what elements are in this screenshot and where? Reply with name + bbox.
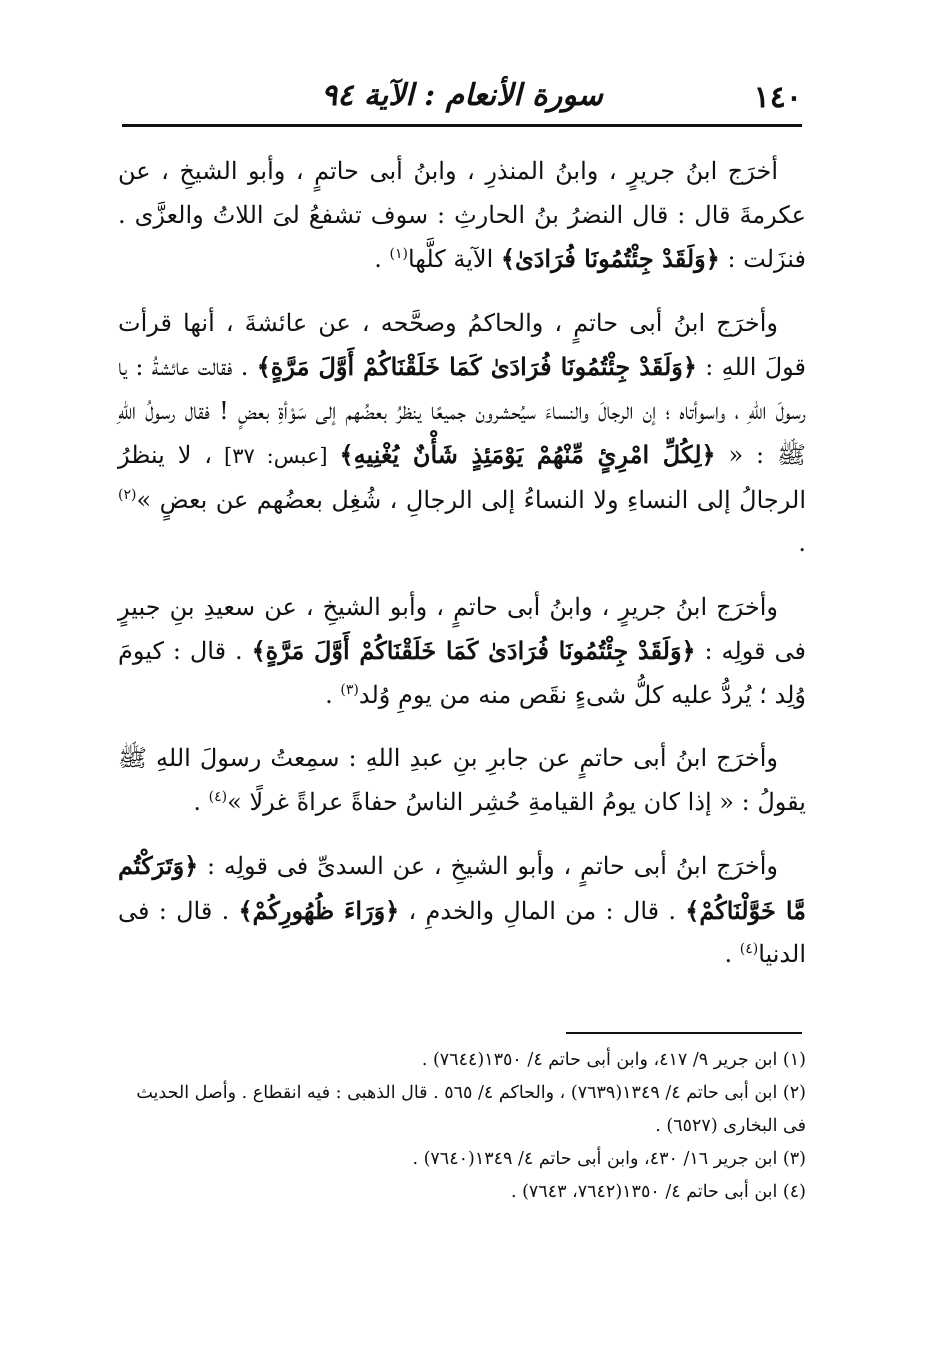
header-rule <box>122 124 802 127</box>
paragraph <box>118 844 806 977</box>
paragraph-text: وأخرَج ابنُ جريرٍ ، وابنُ أبى حاتمٍ ، وأبو الشيخِ ، عن سعيدِ بنِ جبيرٍ فى قولِه : <box>118 592 806 665</box>
paragraph-text: وأخرَج ابنُ أبى حاتمٍ ، وأبو الشيخِ ، عن السدىِّ فى قولِه : <box>198 852 778 880</box>
running-title: سورة الأنعام : الآية ٩٤ <box>321 78 603 113</box>
footnote: (١) ابن جرير ٩/ ٤١٧، وابن أبى حاتم ٤/ ١٣٥٠(٧٦٤٤) . <box>421 1050 806 1070</box>
paragraph-text: وأخرَج ابنُ أبى حاتمٍ عن جابرِ بنِ عبدِ اللهِ : سمِعتُ رسولَ اللهِ ﷺ يقولُ : « إذا كان يومُ القيامةِ حُشِر الناسُ حفاةً عراةً غرلًا » <box>118 744 806 816</box>
footnote: (٤) ابن أبى حاتم ٤/ ١٣٥٠(٧٦٤٢، ٧٦٤٣) . <box>510 1182 806 1202</box>
paragraph-text: . <box>193 787 209 816</box>
paragraph-text: . <box>325 680 341 709</box>
quran-verse: ﴿وَلَقَدْ جِئْتُمُونَا فُرَادَىٰ كَمَا خَلَقْنَاكُمْ أَوَّلَ مَرَّةٍ﴾ <box>256 352 697 381</box>
quran-verse: ﴿وَتَرَكْتُم مَّا خَوَّلْنَاكُمْ﴾ <box>118 851 806 925</box>
footnote-marker: (٤) <box>739 941 759 957</box>
footnotes <box>118 1044 806 1209</box>
footnote-marker: (٢) <box>118 486 137 503</box>
quran-verse: ﴿وَلَقَدْ جِئْتُمُونَا فُرَادَىٰ﴾ <box>500 244 720 273</box>
quran-verse: ﴿وَرَاءَ ظُهُورِكُمْ﴾ <box>238 895 400 925</box>
paragraph-text: . <box>798 529 806 557</box>
page-header <box>122 70 802 126</box>
page-number: ١٤٠ <box>753 80 802 115</box>
paragraph-text: أخرَج ابنُ جريرٍ ، وابنُ المنذرِ ، وابنُ أبى حاتمٍ ، وأبو الشيخِ ، عن عكرمةَ قال : قال النضرُ بنُ الحارثِ : سوف تشفعُ لىَ اللاتُ والعزَّى . فنزَلت : <box>118 157 806 273</box>
footnote-marker: (١) <box>389 246 408 262</box>
paragraph-text: . فقالت عائشةُ : يا رسولَ اللهِ ، واسوأتاه ؛ إن الرجالَ والنساءَ سيُحشرون جميعًا ينظرُ بعضُهم إلى سَوْأةِ بعضٍ ! فقال رسولُ اللهِ ﷺ : « <box>118 353 806 469</box>
verse-reference: [عبس: ٣٧] <box>212 444 340 468</box>
body-text <box>118 150 806 997</box>
footnote-marker: (٤) <box>208 788 228 805</box>
paragraph-text: . <box>724 940 740 968</box>
paragraph-text: ، لا ينظرُ الرجالُ إلى النساءِ ولا النساءُ إلى الرجالِ ، شُغِل بعضُهم عن بعضٍ » <box>118 441 806 514</box>
paragraph-text: . <box>374 245 390 273</box>
paragraph-text: . قال : فى الدنيا <box>118 896 806 968</box>
paragraph <box>118 150 806 282</box>
paragraph-text: الآية كلَّها <box>407 245 501 273</box>
paragraph <box>118 737 806 824</box>
paragraph-text: . قال : كيومَ وُلِد ؛ يُردُّ عليه كلُّ شىءٍ نقَص منه من يومِ وُلد <box>118 637 806 709</box>
quran-verse: ﴿وَلَقَدْ جِئْتُمُونَا فُرَادَىٰ كَمَا خَلَقْنَاكُمْ أَوَّلَ مَرَّةٍ﴾ <box>251 636 696 665</box>
quran-verse: ﴿لِكُلِّ امْرِئٍ مِّنْهُمْ يَوْمَئِذٍ شَأْنٌ يُغْنِيهِ﴾ <box>339 440 716 469</box>
paragraph-text: وأخرَج ابنُ أبى حاتمٍ ، والحاكمُ وصحَّحه ، عن عائشةَ ، أنها قرأت قولَ اللهِ : <box>118 308 807 381</box>
footnote-rule <box>566 1032 802 1034</box>
footnote-marker: (٣) <box>340 681 359 698</box>
footnote: (٢) ابن أبى حاتم ٤/ ١٣٤٩(٧٦٣٩) ، والحاكم ٤/ ٥٦٥ . قال الذهبى : فيه انقطاع . وأصل الحديث فى البخارى (٦٥٢٧) . <box>136 1083 806 1136</box>
paragraph <box>118 586 806 718</box>
footnote: (٣) ابن جرير ١٦/ ٤٣٠، وابن أبى حاتم ٤/ ١٣٤٩(٧٦٤٠) . <box>412 1149 806 1169</box>
paragraph-text: . قال : من المالِ والخدمِ ، <box>399 896 686 925</box>
paragraph <box>118 302 806 566</box>
